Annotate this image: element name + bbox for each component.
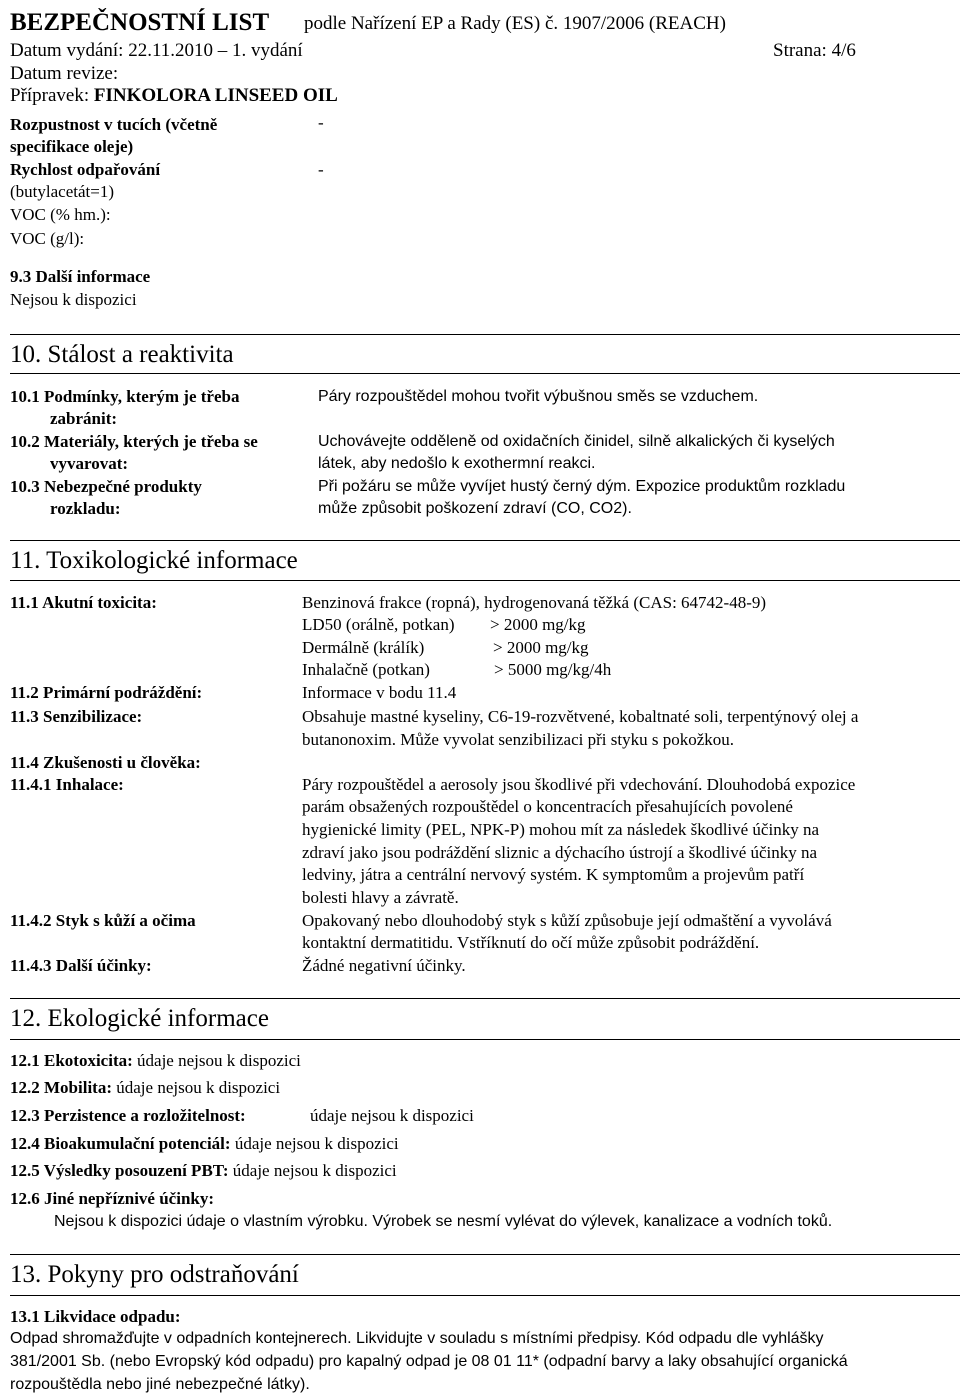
evaporation-value: - (318, 160, 324, 179)
inhalation-tox-label: Inhalačně (potkan) (302, 660, 430, 679)
mobility-value: údaje nejsou k dispozici (116, 1078, 281, 1097)
decomposition-value-2: může způsobit poškození zdraví (CO, CO2). (318, 500, 632, 517)
more-info-title: 9.3 Další informace (10, 267, 151, 286)
skin-eye-text-2: kontaktní dermatitidu. Vstříknutí do očí může způsobit podráždění. (302, 933, 760, 952)
ld50-value: > 2000 mg/kg (490, 615, 586, 634)
section-divider (10, 373, 960, 374)
acute-toxicity-label: 11.1 Akutní toxicita: (10, 593, 157, 612)
product-line (10, 85, 338, 108)
incompatible-materials-label-1: 10.2 Materiály, kterých je třeba se (10, 432, 258, 451)
sensitization-value-2: butanonoxim. Může vyvolat senzibilizaci při styku s pokožkou. (302, 730, 735, 749)
irritation-value: Informace v bodu 11.4 (302, 683, 457, 702)
fat-solubility-label-2: specifikace oleje) (10, 137, 134, 156)
section-divider (10, 580, 960, 581)
inhalation-label: 11.4.1 Inhalace: (10, 775, 124, 794)
fat-solubility-label-1: Rozpustnost v tucích (včetně (10, 115, 218, 134)
skin-eye-label: 11.4.2 Styk s kůží a očima (10, 911, 196, 930)
inhalation-text-5: ledviny, játra a centrální nervový systém. K symptomům a projevům patří (302, 865, 805, 884)
inhalation-text-1: Páry rozpouštědel a aerosoly jsou škodlivé při vdechování. Dlouhodobá expozice (302, 775, 856, 794)
ecotoxicity-row (10, 1051, 301, 1071)
conditions-avoid-label-1: 10.1 Podmínky, kterým je třeba (10, 387, 240, 406)
section-divider (10, 1295, 960, 1296)
inhalation-text-3: hygienické limity (PEL, NPK-P) mohou mít za následek škodlivé účinky na (302, 820, 819, 839)
conditions-avoid-label-2: zabránit: (50, 409, 118, 428)
persistence-value: údaje nejsou k dispozici (310, 1106, 474, 1125)
section-13-title: 13. Pokyny pro odstraňování (10, 1261, 299, 1288)
section-11-title: 11. Toxikologické informace (10, 547, 298, 574)
bioaccumulation-row (10, 1134, 399, 1154)
evaporation-label-1: Rychlost odpařování (10, 160, 161, 179)
disposal-label: 13.1 Likvidace odpadu: (10, 1307, 181, 1326)
irritation-label: 11.2 Primární podráždění: (10, 683, 203, 702)
document-title: BEZPEČNOSTNÍ LIST (10, 9, 270, 36)
disposal-text-3: rozpouštědla nebo jiné nebezpečné látky). (10, 1376, 310, 1393)
other-effects-value: Žádné negativní účinky. (302, 956, 466, 975)
evaporation-label-2: (butylacetát=1) (10, 182, 114, 201)
dermal-label: Dermálně (králík) (302, 638, 425, 657)
issue-date: Datum vydání: 22.11.2010 – 1. vydání (10, 40, 303, 61)
disposal-text-1: Odpad shromažďujte v odpadních kontejnerech. Likvidujte v souladu s místními předpisy. Kód odpadu dle vyhlášky (10, 1330, 824, 1347)
product-name: FINKOLORA LINSEED OIL (93, 85, 338, 106)
pbt-row (10, 1161, 397, 1181)
section-divider (10, 540, 960, 541)
dermal-value: > 2000 mg/kg (493, 638, 589, 657)
bioaccumulation-label: 12.4 Bioakumulační potenciál: (10, 1134, 231, 1153)
incompatible-materials-value-1: Uchovávejte odděleně od oxidačních činidel, silně alkalických či kyselých (318, 433, 835, 450)
inhalation-text-6: bolesti hlavy a závratě. (302, 888, 459, 907)
incompatible-materials-label-2: vyvarovat: (50, 454, 129, 473)
fat-solubility-value: - (318, 113, 324, 132)
section-divider (10, 998, 960, 999)
ecotoxicity-label: 12.1 Ekotoxicita: (10, 1051, 133, 1070)
decomposition-label-2: rozkladu: (50, 499, 121, 518)
section-divider (10, 334, 960, 335)
revision-date: Datum revize: (10, 63, 119, 84)
pbt-label: 12.5 Výsledky posouzení PBT: (10, 1161, 229, 1180)
acute-toxicity-substance: Benzinová frakce (ropná), hydrogenovaná těžká (CAS: 64742-48-9) (302, 593, 767, 612)
bioaccumulation-value: údaje nejsou k dispozici (234, 1134, 399, 1153)
ld50-label: LD50 (orálně, potkan) (302, 615, 455, 634)
sensitization-value-1: Obsahuje mastné kyseliny, C6-19-rozvětvené, kobaltnaté soli, terpentýnový olej a (302, 707, 859, 726)
regulation-text: podle Nařízení EP a Rady (ES) č. 1907/2006 (REACH) (304, 13, 726, 34)
persistence-label: 12.3 Perzistence a rozložitelnost: (10, 1106, 246, 1125)
inhalation-text-4: zdraví jako jsou podráždění sliznic a dýchacího ústrojí a škodlivé účinky na (302, 843, 818, 862)
mobility-row (10, 1078, 280, 1098)
disposal-text-2: 381/2001 Sb. (nebo Evropský kód odpadu) pro kapalný odpad je 08 01 11* (odpadní barvy a laky obsahující organická (10, 1353, 848, 1370)
voc-percent-label: VOC (% hm.): (10, 205, 111, 224)
adverse-effects-value: Nejsou k dispozici údaje o vlastním výrobku. Výrobek se nesmí vylévat do výlevek, kanalizace a vodních toků. (54, 1213, 833, 1230)
inhalation-tox-value: > 5000 mg/kg/4h (494, 660, 612, 679)
inhalation-text-2: parám obsažených rozpouštědel o koncentracích přesahujících povolené (302, 797, 793, 816)
section-divider (10, 1039, 960, 1040)
ecotoxicity-value: údaje nejsou k dispozici (137, 1051, 301, 1070)
section-divider (10, 1254, 960, 1255)
skin-eye-text-1: Opakovaný nebo dlouhodobý styk s kůží způsobuje její odmaštění a vyvolává (302, 911, 832, 930)
human-experience-label: 11.4 Zkušenosti u člověka: (10, 753, 201, 772)
decomposition-label-1: 10.3 Nebezpečné produkty (10, 477, 202, 496)
conditions-avoid-value: Páry rozpouštědel mohou tvořit výbušnou směs se vzduchem. (318, 388, 759, 405)
decomposition-value-1: Při požáru se může vyvíjet hustý černý dým. Expozice produktům rozkladu (318, 478, 846, 495)
mobility-label: 12.2 Mobilita: (10, 1078, 112, 1097)
incompatible-materials-value-2: látek, aby nedošlo k exothermní reakci. (318, 455, 596, 472)
adverse-effects-label: 12.6 Jiné nepříznivé účinky: (10, 1189, 215, 1208)
voc-gl-label: VOC (g/l): (10, 229, 85, 248)
section-10-title: 10. Stálost a reaktivita (10, 341, 234, 368)
product-label: Přípravek: (10, 85, 90, 106)
page-number: Strana: 4/6 (773, 40, 856, 61)
more-info-text: Nejsou k dispozici (10, 290, 137, 309)
sensitization-label: 11.3 Senzibilizace: (10, 707, 143, 726)
pbt-value: údaje nejsou k dispozici (232, 1161, 397, 1180)
section-12-title: 12. Ekologické informace (10, 1005, 269, 1032)
other-effects-label: 11.4.3 Další účinky: (10, 956, 152, 975)
